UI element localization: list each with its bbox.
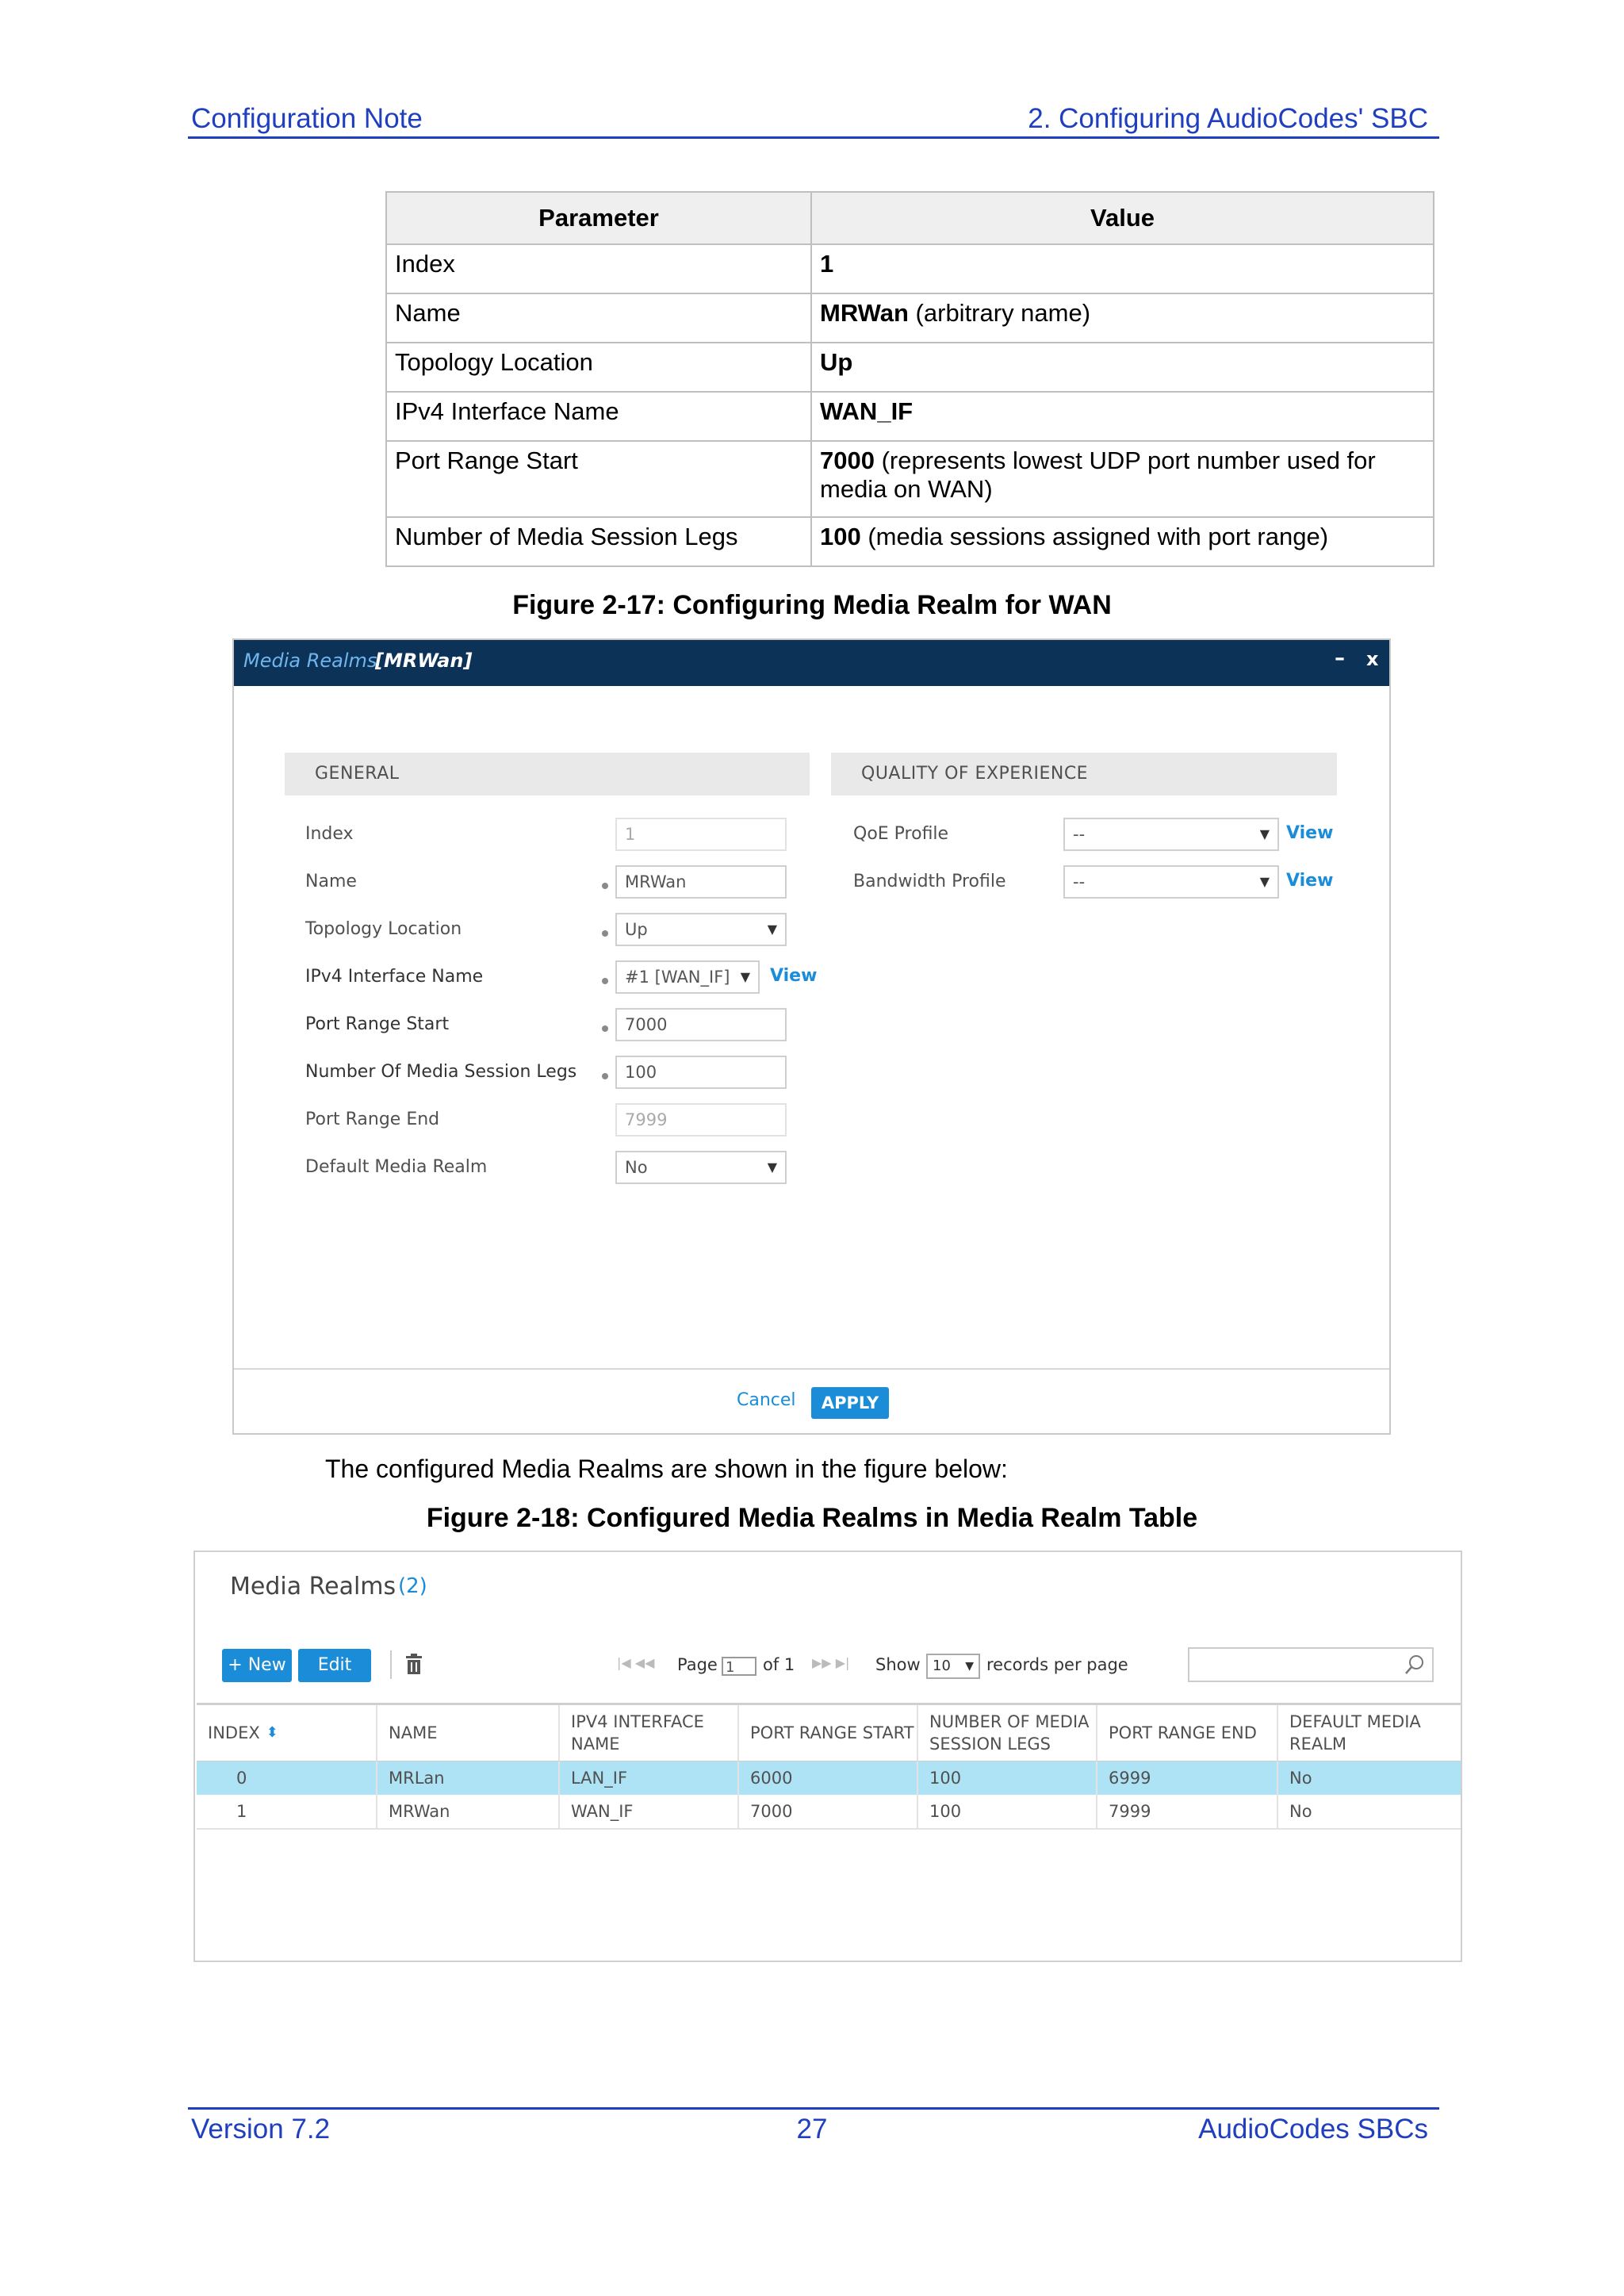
param-cell: Topology Location <box>386 343 811 392</box>
column-header-port-end[interactable]: PORT RANGE END <box>1097 1705 1278 1761</box>
edit-button[interactable]: Edit <box>298 1649 371 1682</box>
table-row <box>386 441 1434 517</box>
cancel-button[interactable]: Cancel <box>737 1390 796 1410</box>
param-cell: Port Range Start <box>386 441 811 517</box>
media-realm-dialog <box>232 638 1391 1435</box>
table-row <box>386 343 1434 392</box>
required-dot <box>602 930 608 937</box>
next-page-icon[interactable]: ▶▶ ▶| <box>812 1655 850 1670</box>
cell-port-start: 6000 <box>739 1761 918 1795</box>
media-session-legs-label: Number Of Media Session Legs <box>305 1062 577 1082</box>
minimize-icon[interactable]: – <box>1335 646 1345 670</box>
figure-18-caption: Figure 2-18: Configured Media Realms in Media Realm Table <box>426 1503 1198 1533</box>
body-text: The configured Media Realms are shown in the figure below: <box>325 1455 1008 1483</box>
footer-right: AudioCodes SBCs <box>1198 2114 1428 2145</box>
value-cell: 7000 (represents lowest UDP port number used for media on WAN) <box>811 441 1434 517</box>
page-input[interactable]: 1 <box>722 1657 756 1676</box>
cell-name: MRWan <box>377 1795 560 1828</box>
ipv4-view-link[interactable]: View <box>770 966 818 986</box>
search-icon <box>1404 1654 1426 1676</box>
cell-name: MRLan <box>377 1761 560 1795</box>
dialog-title-item: [MRWan] <box>375 650 473 672</box>
index-field: 1 <box>615 818 787 851</box>
column-header-session-legs[interactable]: NUMBER OF MEDIA SESSION LEGS <box>918 1705 1097 1761</box>
column-header-index[interactable]: INDEX ⬍ <box>197 1705 377 1761</box>
required-dot <box>602 1073 608 1079</box>
media-session-legs-field[interactable]: 100 <box>615 1056 787 1089</box>
dropdown-arrow-icon: ▼ <box>740 969 750 984</box>
cell-port-end: 6999 <box>1097 1761 1278 1795</box>
dialog-title: Media Realms <box>243 650 377 672</box>
value-header: Value <box>811 192 1434 244</box>
column-header-default[interactable]: DEFAULT MEDIA REALM <box>1289 1712 1421 1754</box>
dropdown-arrow-icon: ▼ <box>767 922 777 937</box>
ipv4-interface-select[interactable]: #1 [WAN_IF] ▼ <box>615 960 760 994</box>
required-dot <box>602 978 608 984</box>
value-cell: WAN_IF <box>811 392 1434 441</box>
name-field[interactable]: MRWan <box>615 865 787 899</box>
qoe-profile-label: QoE Profile <box>853 824 949 844</box>
dialog-footer-divider <box>234 1368 1389 1370</box>
page-of-label: of 1 <box>763 1655 795 1674</box>
bandwidth-profile-select[interactable]: -- ▼ <box>1063 865 1279 899</box>
ipv4-interface-label: IPv4 Interface Name <box>305 967 484 987</box>
sort-icon: ⬍ <box>266 1724 278 1741</box>
header-right: 2. Configuring AudioCodes' SBC <box>1028 103 1428 134</box>
cell-default: No <box>1289 1769 1312 1788</box>
value-cell: MRWan (arbitrary name) <box>811 293 1434 343</box>
port-range-start-label: Port Range Start <box>305 1014 450 1034</box>
panel-count: (2) <box>398 1574 427 1598</box>
cell-ipv4: LAN_IF <box>560 1761 739 1795</box>
column-header-port-start[interactable]: PORT RANGE START <box>739 1705 918 1761</box>
table-row[interactable] <box>197 1761 1461 1795</box>
topology-select[interactable]: Up ▼ <box>615 913 787 946</box>
dropdown-arrow-icon: ▼ <box>1259 874 1270 889</box>
table-row <box>386 392 1434 441</box>
value-cell: 100 (media sessions assigned with port range) <box>811 517 1434 566</box>
toolbar-divider <box>390 1650 392 1679</box>
cell-ipv4: WAN_IF <box>560 1795 739 1828</box>
page-label: Page <box>677 1655 718 1674</box>
dropdown-arrow-icon: ▼ <box>767 1159 777 1175</box>
bandwidth-profile-label: Bandwidth Profile <box>853 872 1006 891</box>
cell-port-start: 7000 <box>739 1795 918 1828</box>
page-number: 27 <box>796 2114 828 2145</box>
value-cell: 1 <box>811 244 1434 293</box>
cell-index: 1 <box>197 1795 377 1828</box>
port-range-end-field: 7999 <box>615 1103 787 1137</box>
figure-17-caption: Figure 2-17: Configuring Media Realm for WAN <box>512 590 1112 620</box>
cell-session-legs: 100 <box>918 1761 1097 1795</box>
port-range-end-label: Port Range End <box>305 1110 440 1129</box>
param-header: Parameter <box>386 192 811 244</box>
footer-rule <box>188 2107 1439 2110</box>
first-page-icon[interactable]: |◀ ◀◀ <box>617 1655 655 1670</box>
cell-default: No <box>1289 1802 1312 1821</box>
topology-label: Topology Location <box>305 919 462 939</box>
param-cell: Number of Media Session Legs <box>386 517 811 566</box>
dropdown-arrow-icon: ▼ <box>965 1660 974 1673</box>
media-realms-panel <box>193 1550 1462 1962</box>
index-label: Index <box>305 824 354 844</box>
required-dot <box>602 883 608 889</box>
table-row <box>386 244 1434 293</box>
header-rule <box>188 136 1439 139</box>
search-input[interactable] <box>1188 1647 1434 1682</box>
column-header-ipv4[interactable]: IPV4 INTERFACE NAME <box>560 1705 739 1761</box>
show-label: Show <box>875 1655 921 1674</box>
qoe-section-header: QUALITY OF EXPERIENCE <box>831 753 1337 795</box>
parameter-table <box>385 191 1434 567</box>
records-per-page-label: records per page <box>986 1655 1128 1674</box>
records-per-page-select[interactable]: 10 ▼ <box>926 1654 980 1679</box>
footer-left: Version 7.2 <box>191 2114 331 2145</box>
param-cell: Name <box>386 293 811 343</box>
cell-session-legs: 100 <box>918 1795 1097 1828</box>
default-media-realm-select[interactable]: No ▼ <box>615 1151 787 1184</box>
table-row <box>386 293 1434 343</box>
name-label: Name <box>305 872 357 891</box>
column-header-name[interactable]: NAME <box>377 1705 560 1761</box>
grid-header-row <box>197 1703 1461 1762</box>
qoe-view-link[interactable]: View <box>1286 823 1334 843</box>
header-left: Configuration Note <box>191 103 423 134</box>
cell-index: 0 <box>197 1761 377 1795</box>
dropdown-arrow-icon: ▼ <box>1259 826 1270 841</box>
param-cell: Index <box>386 244 811 293</box>
table-row[interactable] <box>197 1795 1461 1830</box>
bandwidth-view-link[interactable]: View <box>1286 871 1334 891</box>
close-icon[interactable]: x <box>1366 648 1379 670</box>
default-media-realm-label: Default Media Realm <box>305 1157 488 1177</box>
cell-port-end: 7999 <box>1097 1795 1278 1828</box>
table-row <box>386 517 1434 566</box>
param-cell: IPv4 Interface Name <box>386 392 811 441</box>
panel-title: Media Realms <box>230 1573 396 1600</box>
required-dot <box>602 1025 608 1032</box>
trash-icon[interactable] <box>404 1654 423 1676</box>
general-section-header: GENERAL <box>285 753 810 795</box>
port-range-start-field[interactable]: 7000 <box>615 1008 787 1041</box>
dialog-title-bar <box>234 640 1389 686</box>
apply-button[interactable]: APPLY <box>811 1387 889 1419</box>
qoe-profile-select[interactable]: -- ▼ <box>1063 818 1279 851</box>
value-cell: Up <box>811 343 1434 392</box>
new-button[interactable]: + New <box>222 1649 292 1682</box>
